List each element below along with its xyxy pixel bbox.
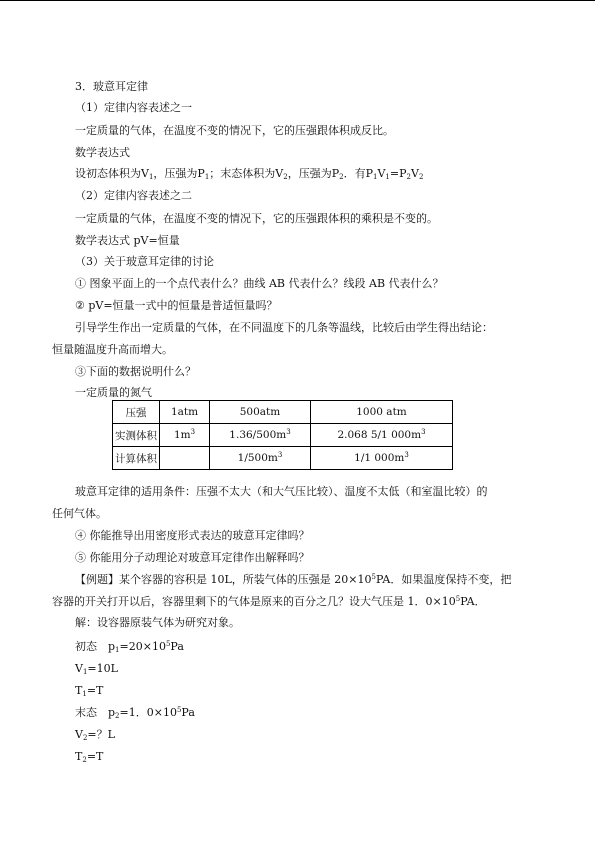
question-4: ④ 你能推导出用密度形式表达的玻意耳定律吗？ (75, 529, 310, 542)
section-title: 3．玻意耳定律 (75, 80, 148, 93)
question-5: ⑤ 你能用分子动理论对玻意耳定律作出解释吗？ (75, 551, 310, 564)
table-cell: 计算体积 (113, 447, 160, 470)
table-cell: 压强 (113, 401, 160, 424)
paragraph-law-1: 一定质量的气体，在温度不变的情况下，它的压强跟体积成反比。 (75, 124, 394, 137)
initial-temperature: $T_1=T$ (75, 684, 104, 698)
final-volume: $V_2=$？L (75, 728, 115, 742)
table-cell: 2.068 5/1 $000m^3$ (311, 424, 453, 447)
table-cell: 实测体积 (113, 424, 160, 447)
table-cell (160, 447, 210, 470)
table-row (113, 447, 453, 470)
data-table (112, 400, 453, 470)
subheading-2: （2）定律内容表述之二 (75, 189, 192, 202)
table-cell: 1atm (160, 401, 210, 424)
question-3: ③下面的数据说明什么？ (75, 365, 196, 378)
table-row (113, 401, 453, 424)
table-cell: $1/500m^3$ (210, 447, 311, 470)
math-expression-pv: 数学表达式 pV=恒量 (75, 234, 180, 247)
top-rule (0, 0, 595, 1)
question-1: ① 图象平面上的一个点代表什么？曲线 AB 代表什么？线段 AB 代表什么？ (75, 277, 444, 290)
final-state-pressure: 末态 $p_2=1$．$0\times 10^5Pa$ (75, 706, 195, 720)
paragraph-law-2: 一定质量的气体，在温度不变的情况下，它的压强跟体积的乘积是不变的。 (75, 212, 438, 225)
paragraph-guide-a: 引导学生作出一定质量的气体，在不同温度下的几条等温线，比较后由学生得出结论： (75, 321, 493, 334)
subheading-1: （1）定律内容表述之一 (75, 101, 192, 114)
math-expression-label: 数学表达式 (75, 146, 130, 159)
paragraph-conditions-a: 玻意耳定律的适用条件：压强不太大（和大气压比较）、温度不太低（和室温比较）的 (75, 485, 488, 498)
subheading-3: （3）关于玻意耳定律的讨论 (75, 255, 214, 268)
paragraph-guide-b: 恒量随温度升高而增大。 (52, 343, 173, 356)
example-line-1: 【例题】某个容器的容积是 10L，所装气体的压强是 $20\times 10^5PA$．如果温度保持不变，把 (75, 573, 512, 586)
table-cell: $1m^3$ (160, 424, 210, 447)
nitrogen-label: 一定质量的氮气 (75, 386, 152, 399)
paragraph-conditions-b: 任何气体。 (52, 507, 107, 520)
table-cell: 1000 atm (311, 401, 453, 424)
table-row (113, 424, 453, 447)
table-cell: $1.36/500m^3$ (210, 424, 311, 447)
table-cell: 500atm (210, 401, 311, 424)
paragraph-variables: 设初态体积为$V_1$，压强为$P_1$；末态体积为$V_2$，压强为$P_2$．有$P_1V_1=P_2V_2$ (75, 167, 424, 181)
table-cell: 1/1 $000m^3$ (311, 447, 453, 470)
question-2: ② pV=恒量一式中的恒量是普适恒量吗？ (75, 299, 278, 312)
final-temperature: $T_2=T$ (75, 750, 104, 764)
example-line-2: 容器的开关打开以后，容器里剩下的气体是原来的百分之几？设大气压是 1．$0\times 10^5PA$． (52, 595, 486, 608)
solution-intro: 解：设容器原装气体为研究对象。 (75, 616, 240, 629)
initial-volume: $V_1=10L$ (75, 662, 118, 676)
initial-state-pressure: 初态 $p_1=20\times 10^5Pa$ (75, 640, 184, 654)
